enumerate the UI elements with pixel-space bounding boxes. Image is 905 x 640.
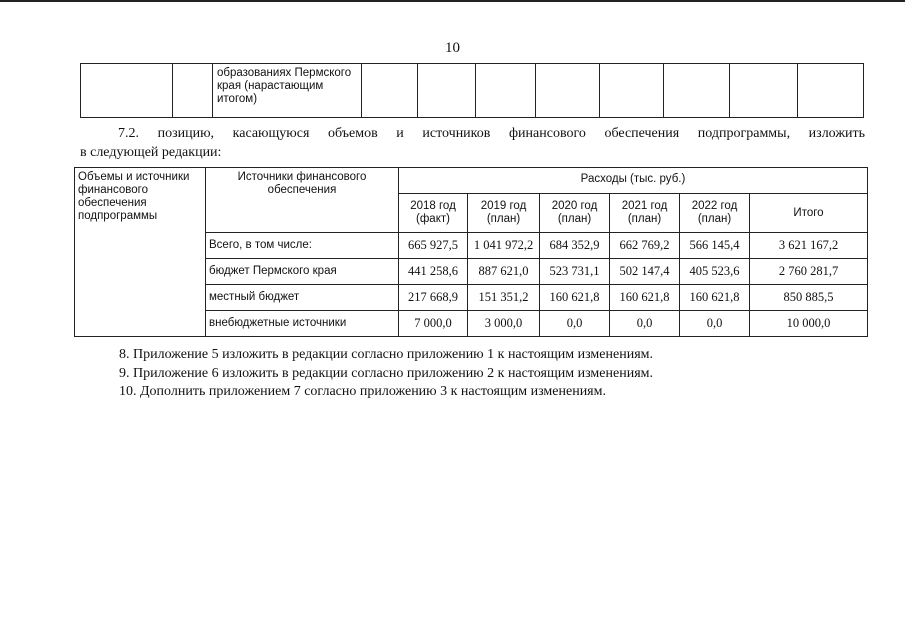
row-label: бюджет Пермского края (206, 259, 399, 285)
row-label: местный бюджет (206, 285, 399, 311)
page-number: 10 (445, 40, 460, 56)
row-label: Всего, в том числе: (206, 233, 399, 259)
value-cell: 0,0 (680, 311, 750, 337)
value-cell: 684 352,9 (540, 233, 610, 259)
year-header: 2018 год (факт) (399, 194, 468, 233)
total-cell: 10 000,0 (750, 311, 868, 337)
empty-cell (173, 64, 213, 118)
value-cell: 0,0 (610, 311, 680, 337)
total-cell: 850 885,5 (750, 285, 868, 311)
finance-table (74, 167, 868, 337)
value-cell: 566 145,4 (680, 233, 750, 259)
value-cell: 523 731,1 (540, 259, 610, 285)
sources-header: Источники финансового обеспечения (206, 168, 399, 233)
value-cell: 405 523,6 (680, 259, 750, 285)
year-header: 2020 год (план) (540, 194, 610, 233)
empty-cell (730, 64, 798, 118)
empty-cell (362, 64, 418, 118)
year-header: 2022 год (план) (680, 194, 750, 233)
empty-cell (664, 64, 730, 118)
value-cell: 7 000,0 (399, 311, 468, 337)
total-cell: 3 621 167,2 (750, 233, 868, 259)
continuation-table (80, 63, 864, 118)
empty-cell (418, 64, 476, 118)
paragraph-8: 8. Приложение 5 изложить в редакции согласно приложению 1 к настоящим изменениям. (119, 347, 653, 362)
table-row (81, 64, 864, 118)
section-7-2-line2: в следующей редакции: (80, 145, 222, 160)
value-cell: 502 147,4 (610, 259, 680, 285)
value-cell: 887 621,0 (468, 259, 540, 285)
value-cell: 160 621,8 (540, 285, 610, 311)
empty-cell (476, 64, 536, 118)
empty-cell (536, 64, 600, 118)
continuation-cell: образованиях Пермского края (нарастающим итогом) (213, 64, 362, 118)
value-cell: 3 000,0 (468, 311, 540, 337)
value-cell: 151 351,2 (468, 285, 540, 311)
value-cell: 160 621,8 (680, 285, 750, 311)
value-cell: 665 927,5 (399, 233, 468, 259)
table-header-row (75, 168, 868, 194)
year-header: 2019 год (план) (468, 194, 540, 233)
expenses-header: Расходы (тыс. руб.) (399, 168, 868, 194)
total-cell: 2 760 281,7 (750, 259, 868, 285)
section-7-2-paragraph (80, 124, 865, 162)
row-label: внебюджетные источники (206, 311, 399, 337)
total-header: Итого (750, 194, 868, 233)
value-cell: 1 041 972,2 (468, 233, 540, 259)
empty-cell (798, 64, 864, 118)
paragraph-10: 10. Дополнить приложением 7 согласно приложению 3 к настоящим изменениям. (119, 384, 606, 399)
year-header: 2021 год (план) (610, 194, 680, 233)
value-cell: 160 621,8 (610, 285, 680, 311)
top-rule (0, 0, 905, 2)
paragraph-9: 9. Приложение 6 изложить в редакции согласно приложению 2 к настоящим изменениям. (119, 365, 653, 381)
value-cell: 0,0 (540, 311, 610, 337)
value-cell: 217 668,9 (399, 285, 468, 311)
value-cell: 662 769,2 (610, 233, 680, 259)
volume-sources-label: Объемы и источники финансового обеспечения подпрограммы (75, 168, 206, 337)
section-7-2-line1: 7.2. позицию, касающуюся объемов и источников финансового обеспечения подпрограммы, изложить (118, 126, 865, 141)
value-cell: 441 258,6 (399, 259, 468, 285)
empty-cell (81, 64, 173, 118)
empty-cell (600, 64, 664, 118)
closing-paragraphs (119, 346, 879, 402)
